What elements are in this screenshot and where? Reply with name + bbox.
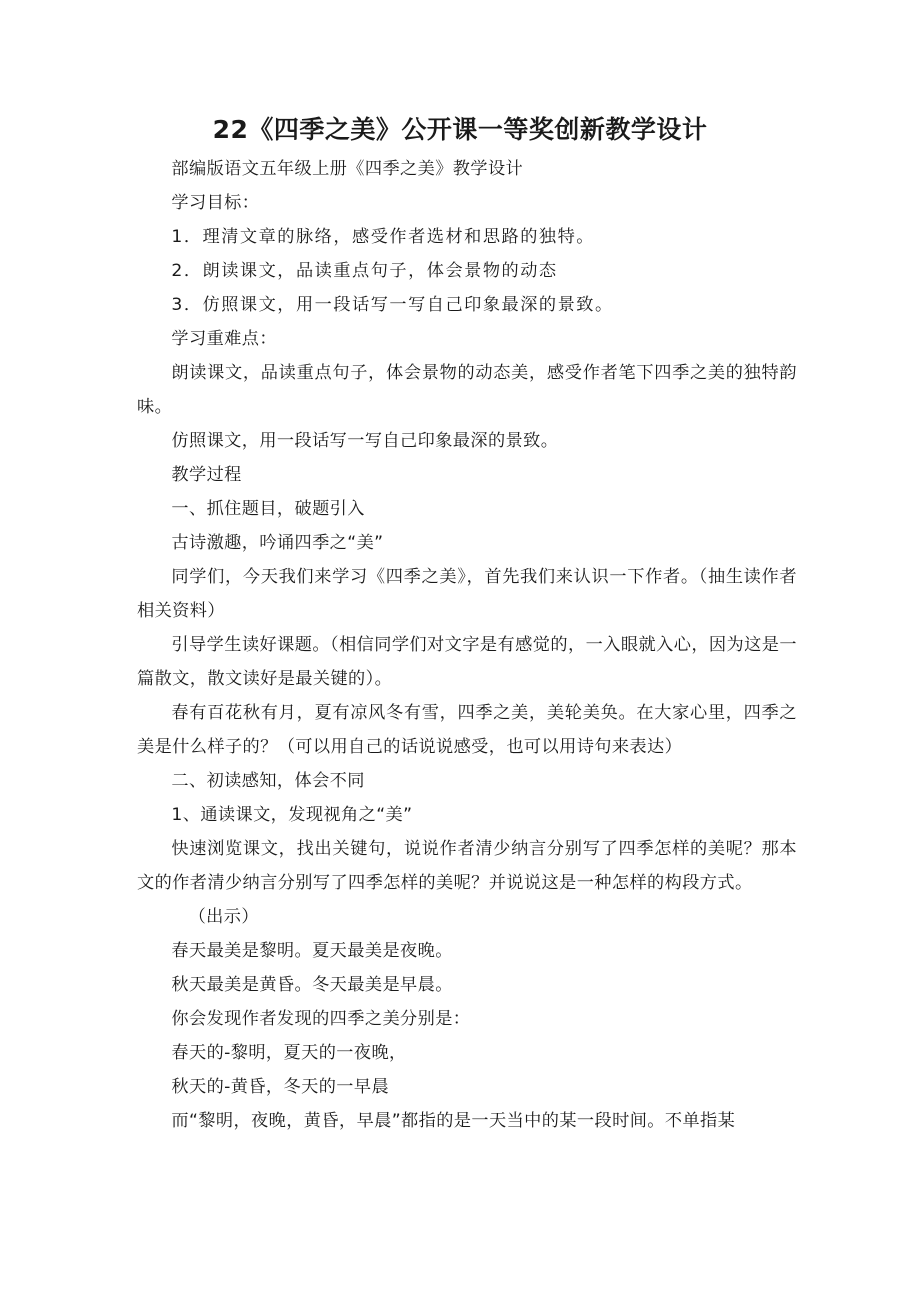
body-paragraph: 引导学生读好课题。（相信同学们对文字是有感觉的，一入眼就入心，因为这是一篇散文，散文读好是最关键的）。 — [137, 635, 797, 689]
body-paragraph: 仿照课文，用一段话写一写自己印象最深的景致。 — [171, 431, 559, 451]
section-heading: 一、抓住题目，破题引入 — [171, 499, 365, 519]
objective-item: 3．仿照课文，用一段话写一写自己印象最深的景致。 — [171, 295, 614, 315]
body-paragraph: 你会发现作者发现的四季之美分别是： — [171, 1009, 471, 1029]
section-heading: 教学过程 — [171, 465, 242, 485]
body-paragraph: 春有百花秋有月，夏有凉风冬有雪，四季之美，美轮美奂。在大家心里，四季之美是什么样子的？（可以用自己的话说说感受，也可以用诗句来表达） — [137, 703, 797, 757]
body-paragraph: 春天最美是黎明。夏天最美是夜晚。 — [171, 941, 453, 961]
body-paragraph: 秋天的-黄昏，冬天的一早晨 — [171, 1077, 390, 1097]
body-paragraph: 朗读课文，品读重点句子，体会景物的动态美，感受作者笔下四季之美的独特韵味。 — [137, 363, 797, 417]
document-title: 22《四季之美》公开课一等奖创新教学设计 — [212, 115, 708, 144]
section-heading: 二、初读感知，体会不同 — [171, 771, 365, 791]
body-paragraph: 1、通读课文，发现视角之“美” — [171, 805, 413, 825]
subtitle-paragraph: 部编版语文五年级上册《四季之美》教学设计 — [171, 159, 524, 179]
section-heading: 学习重难点： — [171, 329, 277, 349]
body-paragraph: 秋天最美是黄昏。冬天最美是早晨。 — [171, 975, 453, 995]
section-heading: 学习目标： — [171, 193, 260, 213]
body-paragraph: 古诗激趣，吟诵四季之“美” — [171, 533, 384, 553]
objective-item: 1．理清文章的脉络，感受作者选材和思路的独特。 — [171, 227, 595, 247]
body-paragraph: （出示） — [188, 907, 259, 927]
body-paragraph: 春天的-黎明，夏天的一夜晚， — [171, 1043, 407, 1063]
document-body — [137, 152, 797, 1138]
objective-item: 2．朗读课文，品读重点句子，体会景物的动态 — [171, 261, 558, 281]
body-paragraph: 快速浏览课文，找出关键句，说说作者清少纳言分别写了四季怎样的美呢？那本文的作者清少纳言分别写了四季怎样的美呢？并说说这是一种怎样的构段方式。 — [137, 839, 797, 893]
body-paragraph: 同学们，今天我们来学习《四季之美》，首先我们来认识一下作者。（抽生读作者相关资料） — [137, 567, 797, 621]
body-paragraph: 而“黎明，夜晚，黄昏，早晨”都指的是一天当中的某一段时间。不单指某 — [171, 1111, 736, 1131]
